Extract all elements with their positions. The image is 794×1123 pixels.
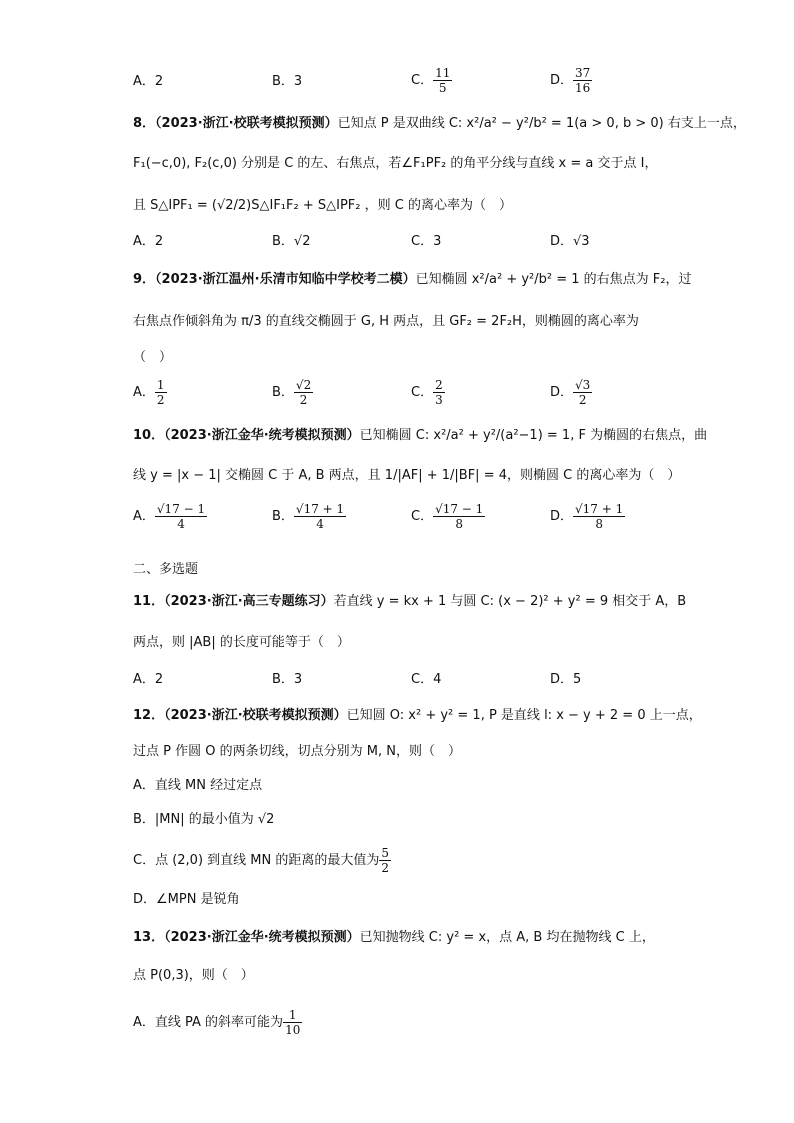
numerator: √17 + 1 — [575, 502, 624, 516]
question-source: （2023·浙江·高三专题练习） — [164, 594, 334, 609]
denominator: 8 — [455, 517, 464, 531]
q13-line1 — [133, 928, 655, 948]
q8-line3: 且 S△IPF₁ = (√2/2)S△IF₁F₂ + S△IPF₂ ，则 C 的离心率为（ ） — [133, 198, 512, 213]
q12-line1 — [133, 706, 702, 726]
numerator: 1 — [156, 378, 165, 392]
question-number: 10． — [133, 428, 165, 443]
q9-option-d — [550, 378, 592, 407]
fraction — [379, 846, 391, 875]
numerator: √17 + 1 — [295, 502, 345, 516]
numerator: √2 — [295, 378, 312, 392]
question-source: （2023·浙江金华·统考模拟预测） — [164, 428, 360, 443]
question-number: 11． — [133, 594, 165, 609]
denominator: 2 — [578, 393, 587, 407]
fraction — [433, 502, 485, 531]
q12-option-c — [133, 846, 391, 875]
question-number: 8． — [133, 116, 156, 131]
numerator: 5 — [381, 846, 390, 860]
section-heading: 二、多选题 — [133, 562, 199, 577]
q12-option-d: D．∠MPN 是锐角 — [133, 892, 240, 907]
q8-option-a: A．2 — [133, 234, 164, 249]
option-label: A． — [133, 385, 155, 400]
q9-line3: （ ） — [133, 350, 173, 365]
q12-line2: 过点 P 作圆 O 的两条切线，切点分别为 M, N，则（ ） — [133, 744, 461, 759]
option-label: D． — [550, 73, 574, 88]
denominator: 4 — [177, 517, 185, 531]
option-label: C． — [411, 509, 434, 524]
fraction — [573, 378, 592, 407]
option-label: B． — [272, 509, 294, 524]
option-text: A．直线 PA 的斜率可能为 — [133, 1015, 284, 1030]
q11-line1 — [133, 592, 686, 612]
q7-option-a: A．2 — [133, 74, 164, 89]
q11-option-c: C．4 — [411, 672, 442, 687]
numerator: 1 — [283, 1008, 302, 1023]
numerator: 11 — [435, 66, 451, 80]
fraction — [155, 502, 207, 531]
q10-option-d — [550, 502, 625, 531]
question-source: （2023·浙江温州·乐清市知临中学校考二模） — [155, 272, 416, 287]
question-text: 已知圆 O: x² + y² = 1, P 是直线 l: x − y + 2 = 0 上一点， — [346, 708, 702, 723]
fraction — [573, 502, 625, 531]
q10-option-c — [411, 502, 485, 531]
q9-line2: 右焦点作倾斜角为 π/3 的直线交椭圆于 G, H 两点，且 GF₂ = 2F₂H，则椭圆的离心率为 — [133, 314, 639, 329]
option-label: B． — [272, 385, 294, 400]
denominator: 16 — [575, 81, 591, 95]
question-number: 9． — [133, 272, 156, 287]
question-text: 若直线 y = kx + 1 与圆 C: (x − 2)² + y² = 9 相交于 A，B — [333, 594, 687, 609]
q9-option-b — [272, 378, 313, 407]
denominator: 4 — [316, 517, 324, 531]
option-label: D． — [550, 509, 574, 524]
numerator: √3 — [575, 378, 591, 392]
denominator: 10 — [285, 1023, 301, 1037]
fraction — [294, 502, 346, 531]
q13-option-a — [133, 1008, 302, 1037]
question-number: 13． — [133, 930, 165, 945]
fraction — [283, 1008, 302, 1037]
fraction — [155, 378, 167, 407]
q10-option-b — [272, 502, 346, 531]
numerator: 2 — [435, 378, 443, 392]
question-source: （2023·浙江金华·统考模拟预测） — [164, 930, 360, 945]
denominator: 5 — [438, 81, 447, 95]
q11-option-b: B．3 — [272, 672, 303, 687]
fraction — [433, 378, 445, 407]
question-source: （2023·浙江·校联考模拟预测） — [155, 116, 338, 131]
option-label: A． — [133, 509, 155, 524]
q10-option-a — [133, 502, 207, 531]
q8-line2: F₁(−c,0), F₂(c,0) 分别是 C 的左、右焦点，若∠F₁PF₂ 的角平分线与直线 x = a 交于点 I， — [133, 156, 658, 171]
question-text: 已知点 P 是双曲线 C: x²/a² − y²/b² = 1(a > 0, b > 0) 右支上一点， — [337, 116, 746, 131]
option-text: C．点 (2,0) 到直线 MN 的距离的最大值为 — [133, 853, 380, 868]
numerator: √17 − 1 — [435, 502, 484, 516]
option-label: C． — [411, 73, 434, 88]
q7-option-c — [411, 66, 452, 95]
question-source: （2023·浙江·校联考模拟预测） — [164, 708, 347, 723]
numerator: 37 — [575, 66, 591, 80]
q8-option-d: D．√3 — [550, 234, 590, 249]
denominator: 2 — [299, 393, 308, 407]
q9-line1 — [133, 270, 692, 290]
numerator: √17 − 1 — [156, 502, 206, 516]
q13-line2: 点 P(0,3)，则（ ） — [133, 968, 254, 983]
q12-option-b: B．|MN| 的最小值为 √2 — [133, 812, 275, 827]
q7-option-d — [550, 66, 592, 95]
q8-line1 — [133, 114, 746, 134]
q11-option-d: D．5 — [550, 672, 582, 687]
option-label: C． — [411, 385, 434, 400]
fraction — [573, 66, 592, 95]
q11-option-a: A．2 — [133, 672, 164, 687]
q9-option-a — [133, 378, 167, 407]
q12-option-a: A．直线 MN 经过定点 — [133, 778, 263, 793]
q8-option-b: B．√2 — [272, 234, 311, 249]
fraction — [433, 66, 452, 95]
q10-line1 — [133, 426, 707, 446]
denominator: 8 — [595, 517, 603, 531]
q7-option-b: B．3 — [272, 74, 303, 89]
q9-option-c — [411, 378, 445, 407]
question-text: 已知椭圆 C: x²/a² + y²/(a²−1) = 1, F 为椭圆的右焦点，曲 — [359, 428, 708, 443]
q10-line2: 线 y = |x − 1| 交椭圆 C 于 A, B 两点，且 1/|AF| + 1/|BF| = 4，则椭圆 C 的离心率为（ ） — [133, 468, 681, 483]
denominator: 2 — [156, 393, 165, 407]
q11-line2: 两点，则 |AB| 的长度可能等于（ ） — [133, 635, 350, 650]
fraction — [294, 378, 313, 407]
denominator: 2 — [381, 861, 390, 875]
question-text: 已知椭圆 x²/a² + y²/b² = 1 的右焦点为 F₂，过 — [415, 272, 692, 287]
denominator: 3 — [435, 393, 443, 407]
q8-option-c: C．3 — [411, 234, 442, 249]
question-text: 已知抛物线 C: y² = x，点 A, B 均在抛物线 C 上， — [359, 930, 655, 945]
question-number: 12． — [133, 708, 165, 723]
option-label: D． — [550, 385, 574, 400]
